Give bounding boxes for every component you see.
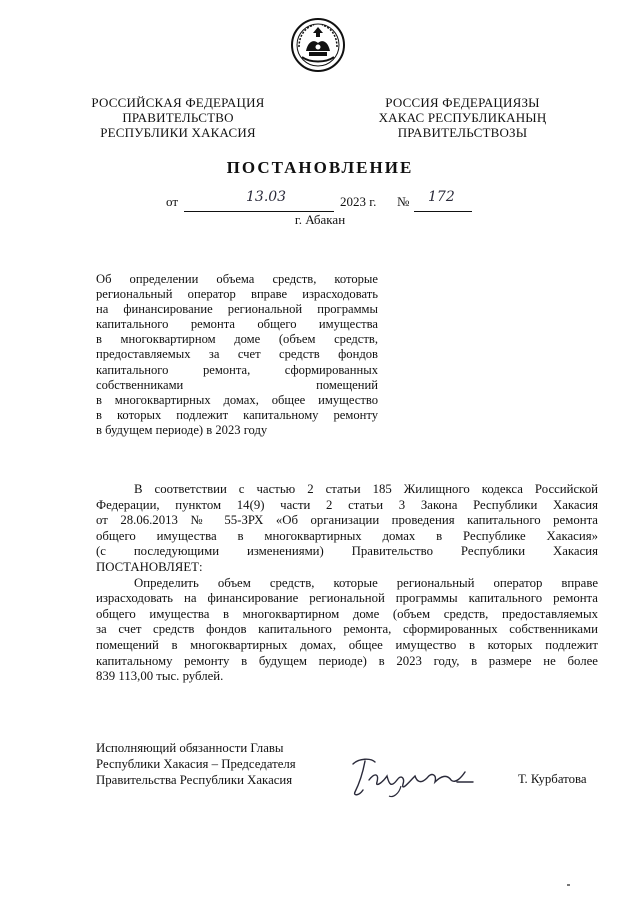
paragraph-1-line: общего имущества в многоквартирных домах в Республике Хакасия» bbox=[96, 528, 598, 543]
subject-line: Об определении объема средств, которые bbox=[96, 272, 378, 286]
paragraph-1-line: ПОСТАНОВЛЯЕТ: bbox=[96, 559, 203, 574]
paragraph-1-line: Федерации, пунктом 14(9) части 2 статьи 3 Закона Республики Хакасия bbox=[96, 497, 598, 512]
paragraph-1-line: от 28.06.2013 № 55-ЗРХ «Об организации проведения капитального ремонта bbox=[96, 513, 598, 528]
handwritten-date: 13.03 bbox=[246, 189, 287, 205]
paragraph-2-line: Определить объем средств, которые региональный оператор вправе bbox=[134, 575, 598, 590]
signatory-title-line: Правительства Республики Хакасия bbox=[96, 773, 293, 787]
paragraph-1-line: (с последующими изменениями) Правительство Республики Хакасия bbox=[96, 544, 598, 559]
signatory-title-line: Республики Хакасия – Председателя bbox=[96, 757, 296, 771]
paragraph-2-line: израсходовать на финансирование региональной программы капитального ремонта bbox=[96, 591, 598, 606]
subject-block bbox=[96, 272, 378, 438]
paragraph-2-line: капитальному ремонту в будущем периоде) в 2023 году, в размере не более bbox=[96, 653, 598, 668]
subject-line: предоставляемых за счет средств фондов bbox=[96, 347, 378, 362]
subject-line: в многоквартирных домах, общее имущество bbox=[96, 392, 378, 407]
scan-speck bbox=[567, 884, 570, 886]
header-right-line: ПРАВИТЕЛЬСТВОЗЫ bbox=[397, 125, 528, 140]
header-left-line: ПРАВИТЕЛЬСТВО bbox=[122, 110, 234, 125]
subject-line: капитального ремонта общего имущества bbox=[96, 317, 378, 332]
paragraph-2-line: за счет средств фондов капитального ремонта, сформированных собственниками bbox=[96, 622, 598, 637]
paragraph-1-line: В соответствии с частью 2 статьи 185 Жилищного кодекса Российской bbox=[134, 482, 598, 496]
header-left-line: РОССИЙСКАЯ ФЕДЕРАЦИЯ bbox=[91, 95, 265, 110]
document-title: ПОСТАНОВЛЕНИЕ bbox=[226, 158, 414, 177]
number-sign: № bbox=[397, 194, 410, 209]
paragraph-2-line: 839 113,00 тыс. рублей. bbox=[96, 669, 224, 684]
subject-line: в будущем периоде) в 2023 году bbox=[96, 422, 268, 437]
handwritten-number: 172 bbox=[428, 189, 455, 205]
date-prefix: от bbox=[166, 194, 179, 209]
subject-line: в многоквартирном доме (объем средств, bbox=[96, 332, 378, 347]
date-year: 2023 г. bbox=[340, 194, 377, 209]
handwritten-signature bbox=[345, 752, 480, 800]
subject-line: в которых подлежит капитальному ремонту bbox=[96, 407, 378, 422]
subject-line: собственниками помещений bbox=[96, 377, 378, 392]
header-right-block bbox=[355, 95, 570, 140]
header-right-line: РОССИЯ ФЕДЕРАЦИЯЗЫ bbox=[385, 95, 540, 110]
subject-line: на финансирование региональной программы bbox=[96, 302, 378, 317]
subject-line: капитального ремонта, сформированных bbox=[96, 362, 378, 377]
signatory-title bbox=[96, 740, 296, 788]
signatory-name: Т. Курбатова bbox=[518, 772, 587, 786]
coat-of-arms-emblem bbox=[290, 17, 346, 73]
city: г. Абакан bbox=[294, 212, 346, 227]
body-text bbox=[96, 482, 598, 685]
subject-line: региональный оператор вправе израсходовать bbox=[96, 287, 378, 302]
header-right-line: ХАКАС РЕСПУБЛИКАНЫҢ bbox=[378, 110, 547, 125]
paragraph-2-line: помещений в многоквартирных домах, общее имущество в которых подлежит bbox=[96, 637, 598, 652]
header-left-line: РЕСПУБЛИКИ ХАКАСИЯ bbox=[100, 125, 256, 140]
header-left-block bbox=[78, 95, 278, 140]
paragraph-2-line: общего имущества в многоквартирном доме (объем средств, предоставляемых bbox=[96, 606, 598, 621]
signatory-title-line: Исполняющий обязанности Главы bbox=[96, 741, 284, 755]
